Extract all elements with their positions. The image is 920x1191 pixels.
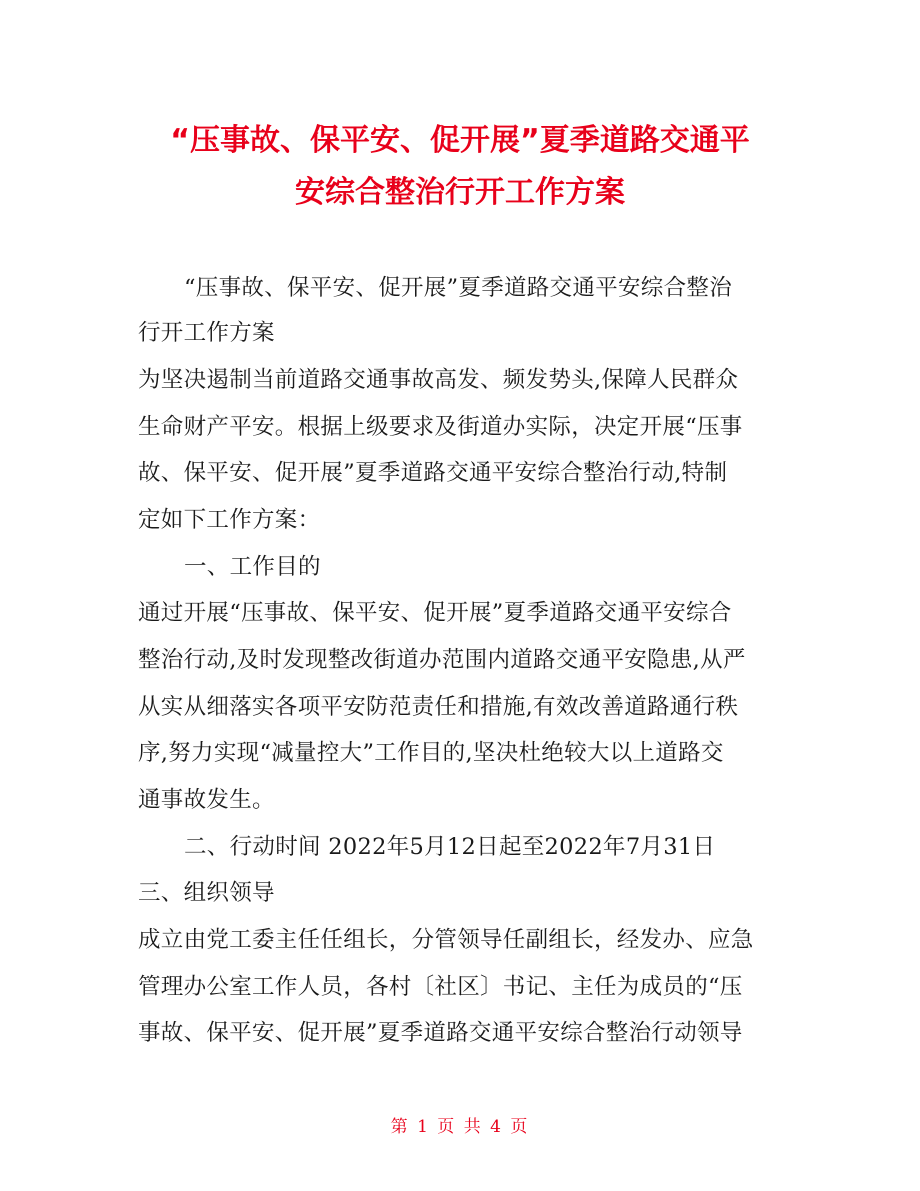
body-paragraph-line: 成立由党工委主任任组长，分管领导任副组长，经发办、应急 [138, 927, 754, 953]
document-title-line-1: “压事故、保平安、促开展”夏季道路交通平 [170, 123, 750, 158]
body-paragraph-line: 从实从细落实各项平安防范责任和措施,有效改善道路通行秩 [138, 694, 739, 720]
section-heading: 二、行动时间 2022年5月12日起至2022年7月31日 [184, 834, 716, 860]
page-number-footer: 第 1 页 共 4 页 [390, 1117, 530, 1137]
body-paragraph-line: 序,努力实现“减量控大”工作目的,坚决杜绝较大以上道路交 [138, 740, 724, 766]
body-paragraph-line: 为坚决遏制当前道路交通事故高发、频发势头,保障人民群众 [138, 367, 739, 393]
body-paragraph-line: 整治行动,及时发现整改街道办范围内道路交通平安隐患,从严 [138, 647, 746, 673]
body-paragraph-line: 故、保平安、促开展”夏季道路交通平安综合整治行动,特制 [138, 460, 728, 486]
document-title-line-2: 安综合整治行开工作方案 [295, 175, 625, 210]
section-heading: 一、工作目的 [184, 554, 321, 580]
body-paragraph-line: 生命财产平安。根据上级要求及街道办实际，决定开展“压事 [138, 414, 743, 440]
body-paragraph-line: 定如下工作方案： [138, 507, 321, 533]
body-paragraph-line: 行开工作方案 [138, 320, 275, 346]
body-paragraph-line: 事故、保平安、促开展”夏季道路交通平安综合整治行动领导 [138, 1020, 743, 1046]
body-paragraph-line: 管理办公室工作人员，各村〔社区〕书记、主任为成员的“压 [138, 974, 743, 1000]
section-heading: 三、组织领导 [138, 880, 275, 906]
body-paragraph-line: “压事故、保平安、促开展”夏季道路交通平安综合整治 [184, 275, 733, 301]
body-paragraph-line: 通过开展“压事故、保平安、促开展”夏季道路交通平安综合 [138, 600, 732, 626]
body-paragraph-line: 通事故发生。 [138, 787, 275, 813]
